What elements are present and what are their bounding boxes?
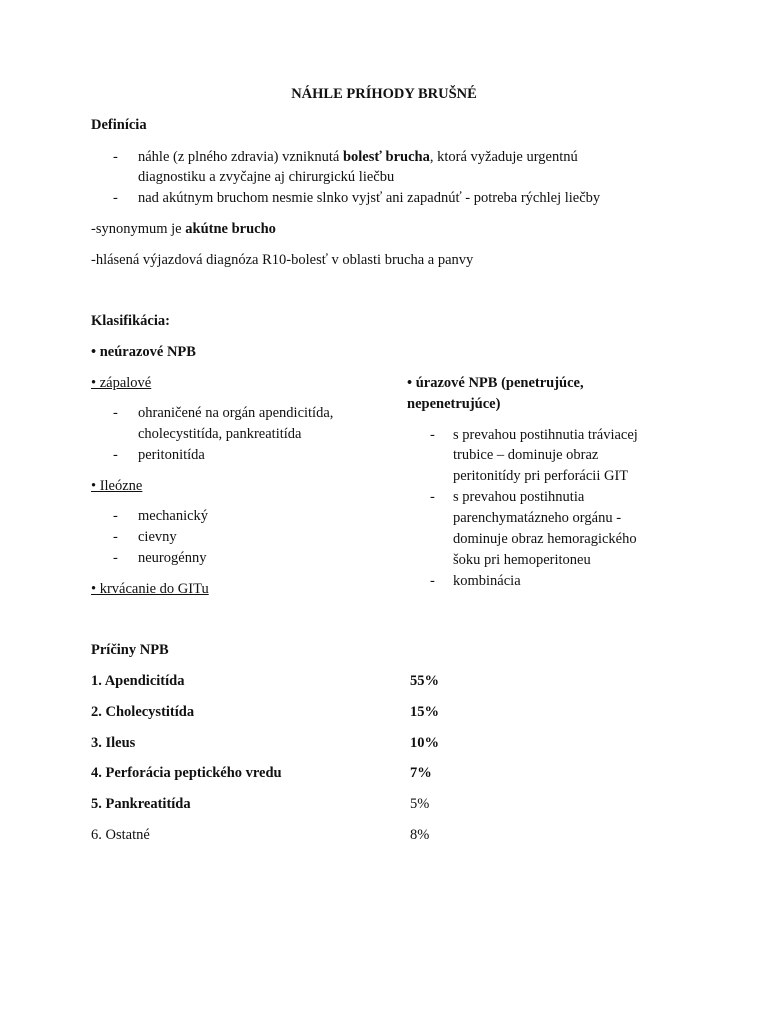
definition-item-2: nad akútnym bruchom nesmie slnko vyjsť ani zapadnúť - potreba rýchlej liečby [138,190,601,206]
ileus-item: mechanický [138,508,209,524]
cause-name: 2. Cholecystitída [91,704,195,720]
classification-heading: Klasifikácia: [91,313,170,329]
list-dash: - [113,405,118,421]
synonym-line [91,219,276,239]
nontrauma-label: • neúrazové NPB [91,344,196,360]
list-dash: - [430,573,435,589]
trauma-item: s prevahou postihnutia tráviacej [453,427,638,443]
cause-pct: 55% [410,673,439,689]
ileus-label: • Ileózne [91,478,143,494]
reported-diagnosis: -hlásená výjazdová diagnóza R10-bolesť v oblasti brucha a panvy [91,252,474,268]
definition-item-1-line2: diagnostiku a zvyčajne aj chirurgickú liečbu [138,169,395,185]
list-dash: - [430,489,435,505]
cause-name: 3. Ileus [91,735,136,751]
cause-pct: 5% [410,796,430,812]
list-dash: - [113,550,118,566]
inflammatory-item: ohraničené na orgán apendicitída, [138,405,334,421]
page-title: NÁHLE PRÍHODY BRUŠNÉ [291,86,477,102]
cause-name: 4. Perforácia peptického vredu [91,765,282,781]
list-dash: - [113,508,118,524]
bleeding-label: • krvácanie do GITu [91,581,209,597]
trauma-label-line1: • úrazové NPB (penetrujúce, [407,375,584,391]
trauma-item: šoku pri hemoperitoneu [453,552,591,568]
trauma-item: trubice – dominuje obraz [453,447,599,463]
list-dash: - [430,427,435,443]
trauma-item: kombinácia [453,573,521,589]
list-dash: - [113,149,118,165]
ileus-item: cievny [138,529,177,545]
inflammatory-item: cholecystitída, pankreatitída [138,426,302,442]
trauma-item: dominuje obraz hemoragického [453,531,637,547]
definition-item-1-bold: bolesť brucha [342,149,430,165]
cause-pct: 8% [410,827,430,843]
definition-heading: Definícia [91,117,147,133]
ileus-item: neurogénny [138,550,207,566]
inflammatory-label: • zápalové [91,375,152,391]
cause-pct: 15% [410,704,439,720]
cause-pct: 7% [410,765,432,781]
causes-heading: Príčiny NPB [91,642,169,658]
cause-pct: 10% [410,735,439,751]
synonym-bold: akútne brucho [185,221,276,237]
definition-item-1-post: , ktorá vyžaduje urgentnú [429,149,578,165]
trauma-label-line2: nepenetrujúce) [407,396,501,412]
trauma-item: peritonitídy pri perforácii GIT [453,468,629,484]
cause-name: 1. Apendicitída [91,673,185,689]
trauma-item: parenchymatázneho orgánu - [453,510,622,526]
definition-item-1 [138,147,578,167]
definition-item-1-pre: náhle (z plného zdravia) vzniknutá [138,149,343,165]
list-dash: - [113,529,118,545]
list-dash: - [113,190,118,206]
trauma-item: s prevahou postihnutia [453,489,585,505]
inflammatory-item: peritonitída [138,447,205,463]
synonym-pre: -synonymum je [91,221,186,237]
cause-name: 6. Ostatné [91,827,150,843]
cause-name: 5. Pankreatitída [91,796,191,812]
list-dash: - [113,447,118,463]
